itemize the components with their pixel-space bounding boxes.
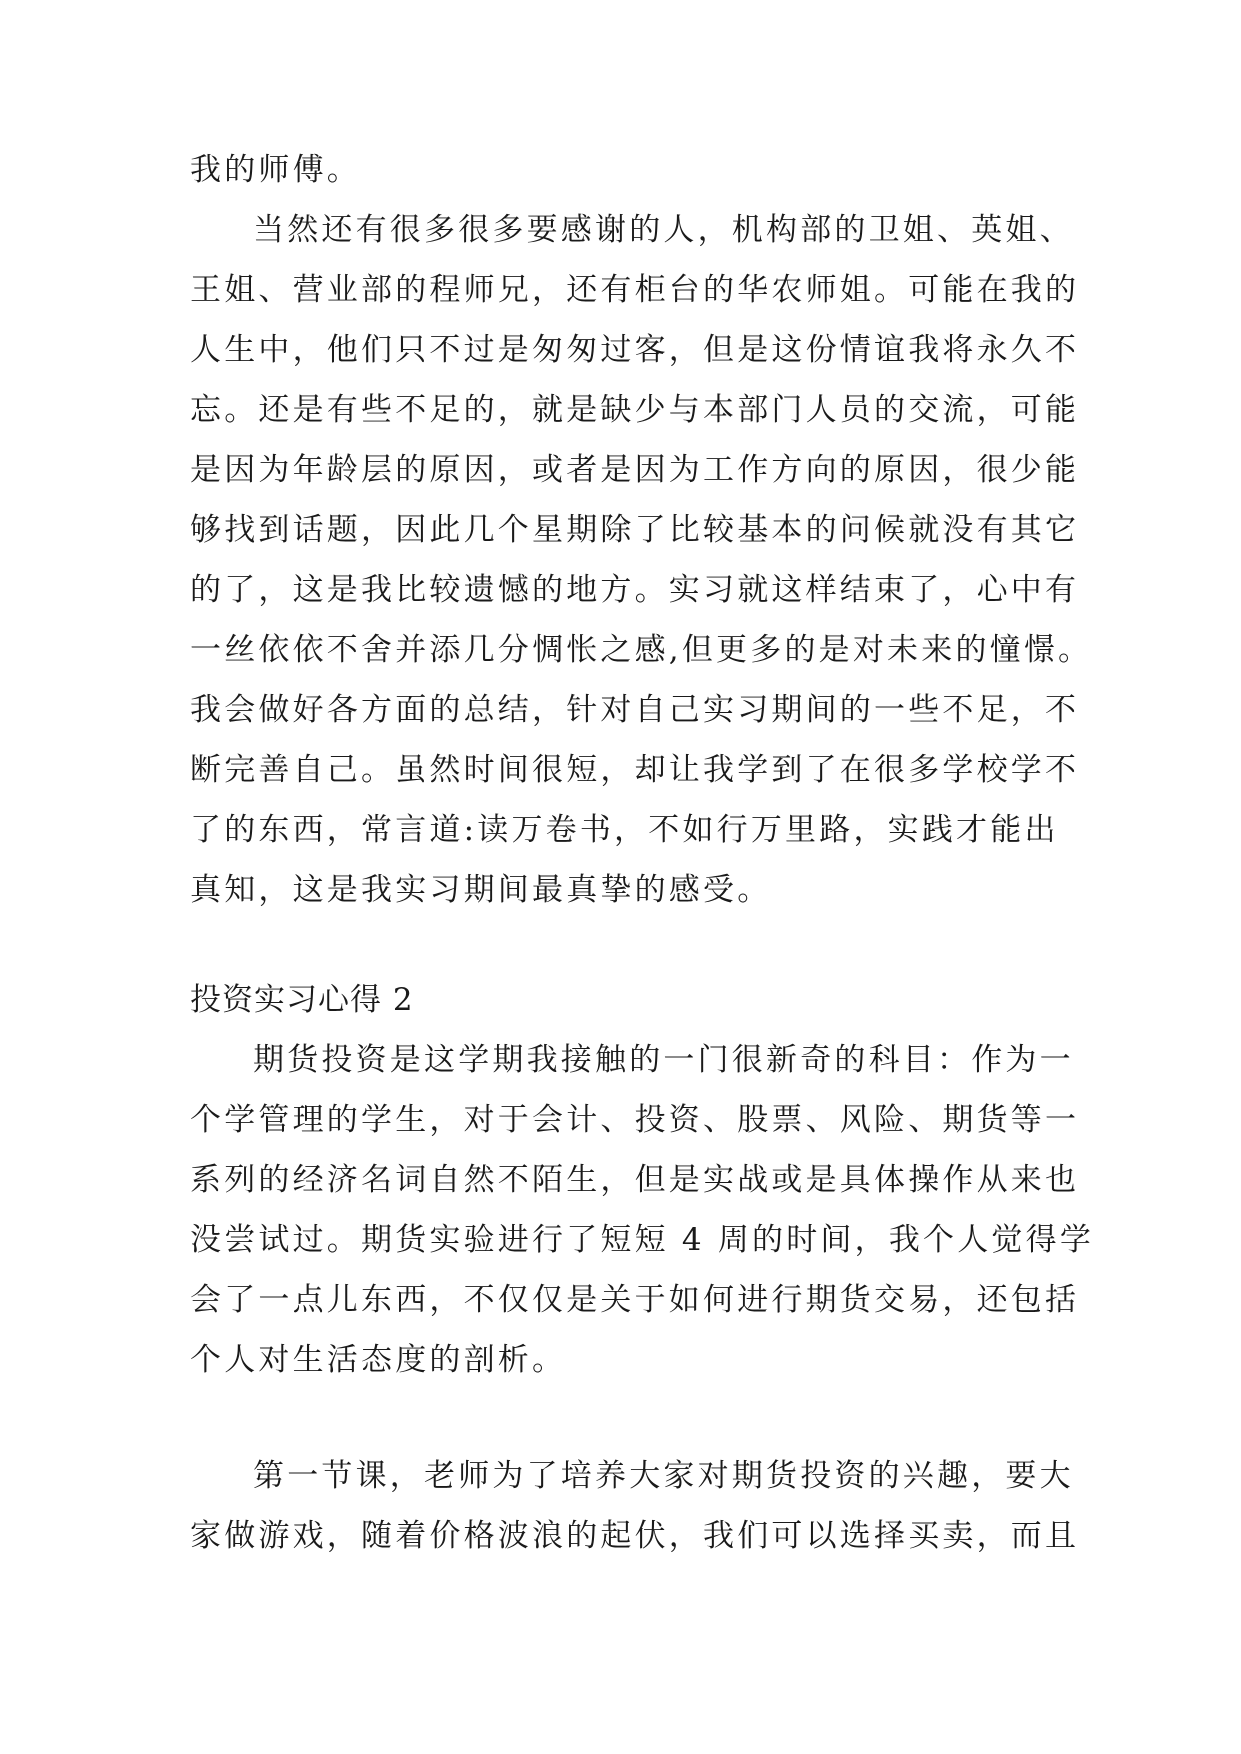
paragraph-line: 王姐、营业部的程师兄，还有柜台的华农师姐。可能在我的 [190,272,1080,308]
paragraph-line: 会了一点儿东西，不仅仅是关于如何进行期货交易，还包括 [190,1282,1080,1318]
paragraph-line: 期货投资是这学期我接触的一门很新奇的科目：作为一 [253,1042,1074,1078]
paragraph-line: 没尝试过。期货实验进行了短短 4 周的时间，我个人觉得学 [190,1222,1095,1258]
paragraph-line: 我的师傅。 [190,152,361,188]
paragraph-line: 了的东西，常言道:读万卷书，不如行万里路，实践才能出 [190,812,1059,848]
paragraph-line: 是因为年龄层的原因，或者是因为工作方向的原因，很少能 [190,452,1080,488]
paragraph-line: 系列的经济名词自然不陌生，但是实战或是具体操作从来也 [190,1162,1080,1198]
paragraph-line: 忘。还是有些不足的，就是缺少与本部门人员的交流，可能 [190,392,1080,428]
paragraph-line: 个学管理的学生，对于会计、投资、股票、风险、期货等一 [190,1102,1080,1138]
paragraph-line: 一丝依依不舍并添几分惆怅之感,但更多的是对未来的憧憬。 [190,632,1093,668]
paragraph-line: 家做游戏，随着价格波浪的起伏，我们可以选择买卖，而且 [190,1518,1080,1554]
paragraph-line: 人生中，他们只不过是匆匆过客，但是这份情谊我将永久不 [190,332,1080,368]
paragraph-line: 的了，这是我比较遗憾的地方。实习就这样结束了，心中有 [190,572,1080,608]
paragraph-line: 真知，这是我实习期间最真挚的感受。 [190,872,772,908]
paragraph-line: 个人对生活态度的剖析。 [190,1342,567,1378]
paragraph-line: 我会做好各方面的总结，针对自己实习期间的一些不足，不 [190,692,1080,728]
section-heading: 投资实习心得 2 [190,982,414,1018]
paragraph-line: 断完善自己。虽然时间很短，却让我学到了在很多学校学不 [190,752,1080,788]
paragraph-line: 当然还有很多很多要感谢的人，机构部的卫姐、英姐、 [253,212,1074,248]
paragraph-line: 第一节课，老师为了培养大家对期货投资的兴趣，要大 [253,1458,1074,1494]
paragraph-line: 够找到话题，因此几个星期除了比较基本的问候就没有其它 [190,512,1080,548]
